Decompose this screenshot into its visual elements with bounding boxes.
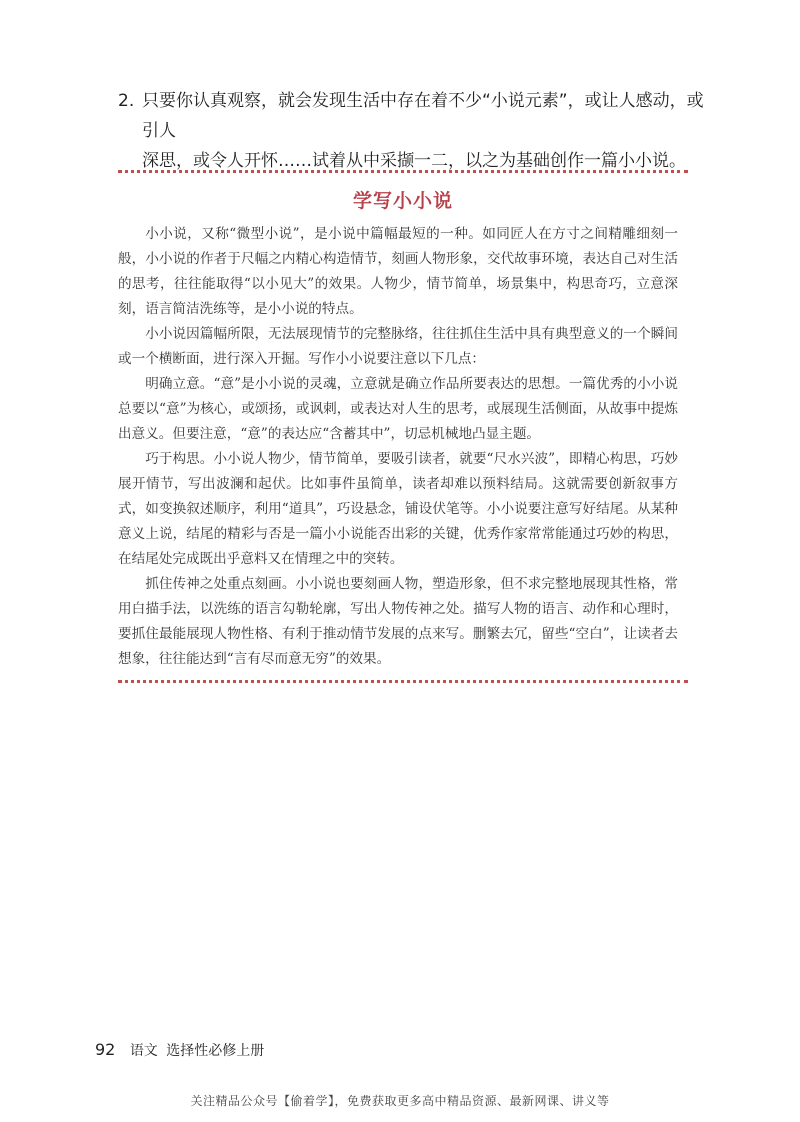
task-line-2: 深思，或令人开怀……试着从中采撷一二，以之为基础创作一篇小小说。: [142, 151, 686, 171]
paragraph-character: 抓住传神之处重点刻画。小小说也要刻画人物，塑造形象，但不求完整地展现其性格，常用白描手法，以洗练的语言勾勒轮廓，写出人物传神之处。描写人物的语言、动作和心理时，要抓住最能展现人物性格、有利于推动情节发展的点来写。删繁去冗，留些“空白”，让读者去想象，往往能达到“言有尽而意无穷”的效果。: [118, 576, 678, 667]
paragraph-plot: 巧于构思。小小说人物少，情节简单，要吸引读者，就要“尺水兴波”，即精心构思，巧妙展开情节，写出波澜和起伏。比如事件虽简单，读者却难以预料结局。这就需要创新叙事方式，如变换叙述顺序，利用“道具”，巧设悬念，铺设伏笔等。小小说要注意写好结尾。从某种意义上说，结尾的精彩与否是一篇小小说能否出彩的关键，优秀作家常常能通过巧妙的构思，在结尾处完成既出乎意料又在情理之中的突转。: [118, 451, 678, 567]
dotted-divider-top: [118, 170, 688, 173]
writing-task: [118, 86, 718, 176]
page-footer: [95, 1040, 264, 1060]
task-number: 2.: [118, 91, 135, 111]
book-label: 选择性必修上册: [166, 1043, 265, 1059]
watermark-text: 关注精品公众号【偷着学】，免费获取更多高中精品资源、最新网课、讲义等: [190, 1094, 610, 1108]
section-body: [118, 222, 678, 672]
task-text: [142, 86, 718, 176]
section-title: 学写小小说: [352, 190, 453, 212]
subject-label: 语文: [129, 1043, 158, 1059]
page-number: 92: [95, 1040, 116, 1059]
dotted-divider-bottom: [118, 680, 688, 683]
paragraph-theme: 明确立意。“意”是小小说的灵魂，立意就是确立作品所要表达的思想。一篇优秀的小小说总要以“意”为核心，或颂扬，或讽刺，或表达对人生的思考，或展现生活侧面，从故事中提炼出意义。但要注意，“意”的表达应“含蓄其中”，切忌机械地凸显主题。: [118, 376, 678, 442]
paragraph-intro: 小小说，又称“微型小说”，是小说中篇幅最短的一种。如同匠人在方寸之间精雕细刻一般，小小说的作者于尺幅之内精心构造情节，刻画人物形象，交代故事环境，表达自己对生活的思考，往往能取得“以小见大”的效果。人物少，情节简单，场景集中，构思奇巧，立意深刻，语言简洁洗练等，是小小说的特点。: [118, 226, 678, 317]
paragraph-scope: 小小说因篇幅所限，无法展现情节的完整脉络，往往抓住生活中具有典型意义的一个瞬间或一个横断面，进行深入开掘。写作小小说要注意以下几点：: [118, 326, 678, 367]
task-line-1: 只要你认真观察，就会发现生活中存在着不少“小说元素”，或让人感动，或引人: [142, 91, 704, 141]
